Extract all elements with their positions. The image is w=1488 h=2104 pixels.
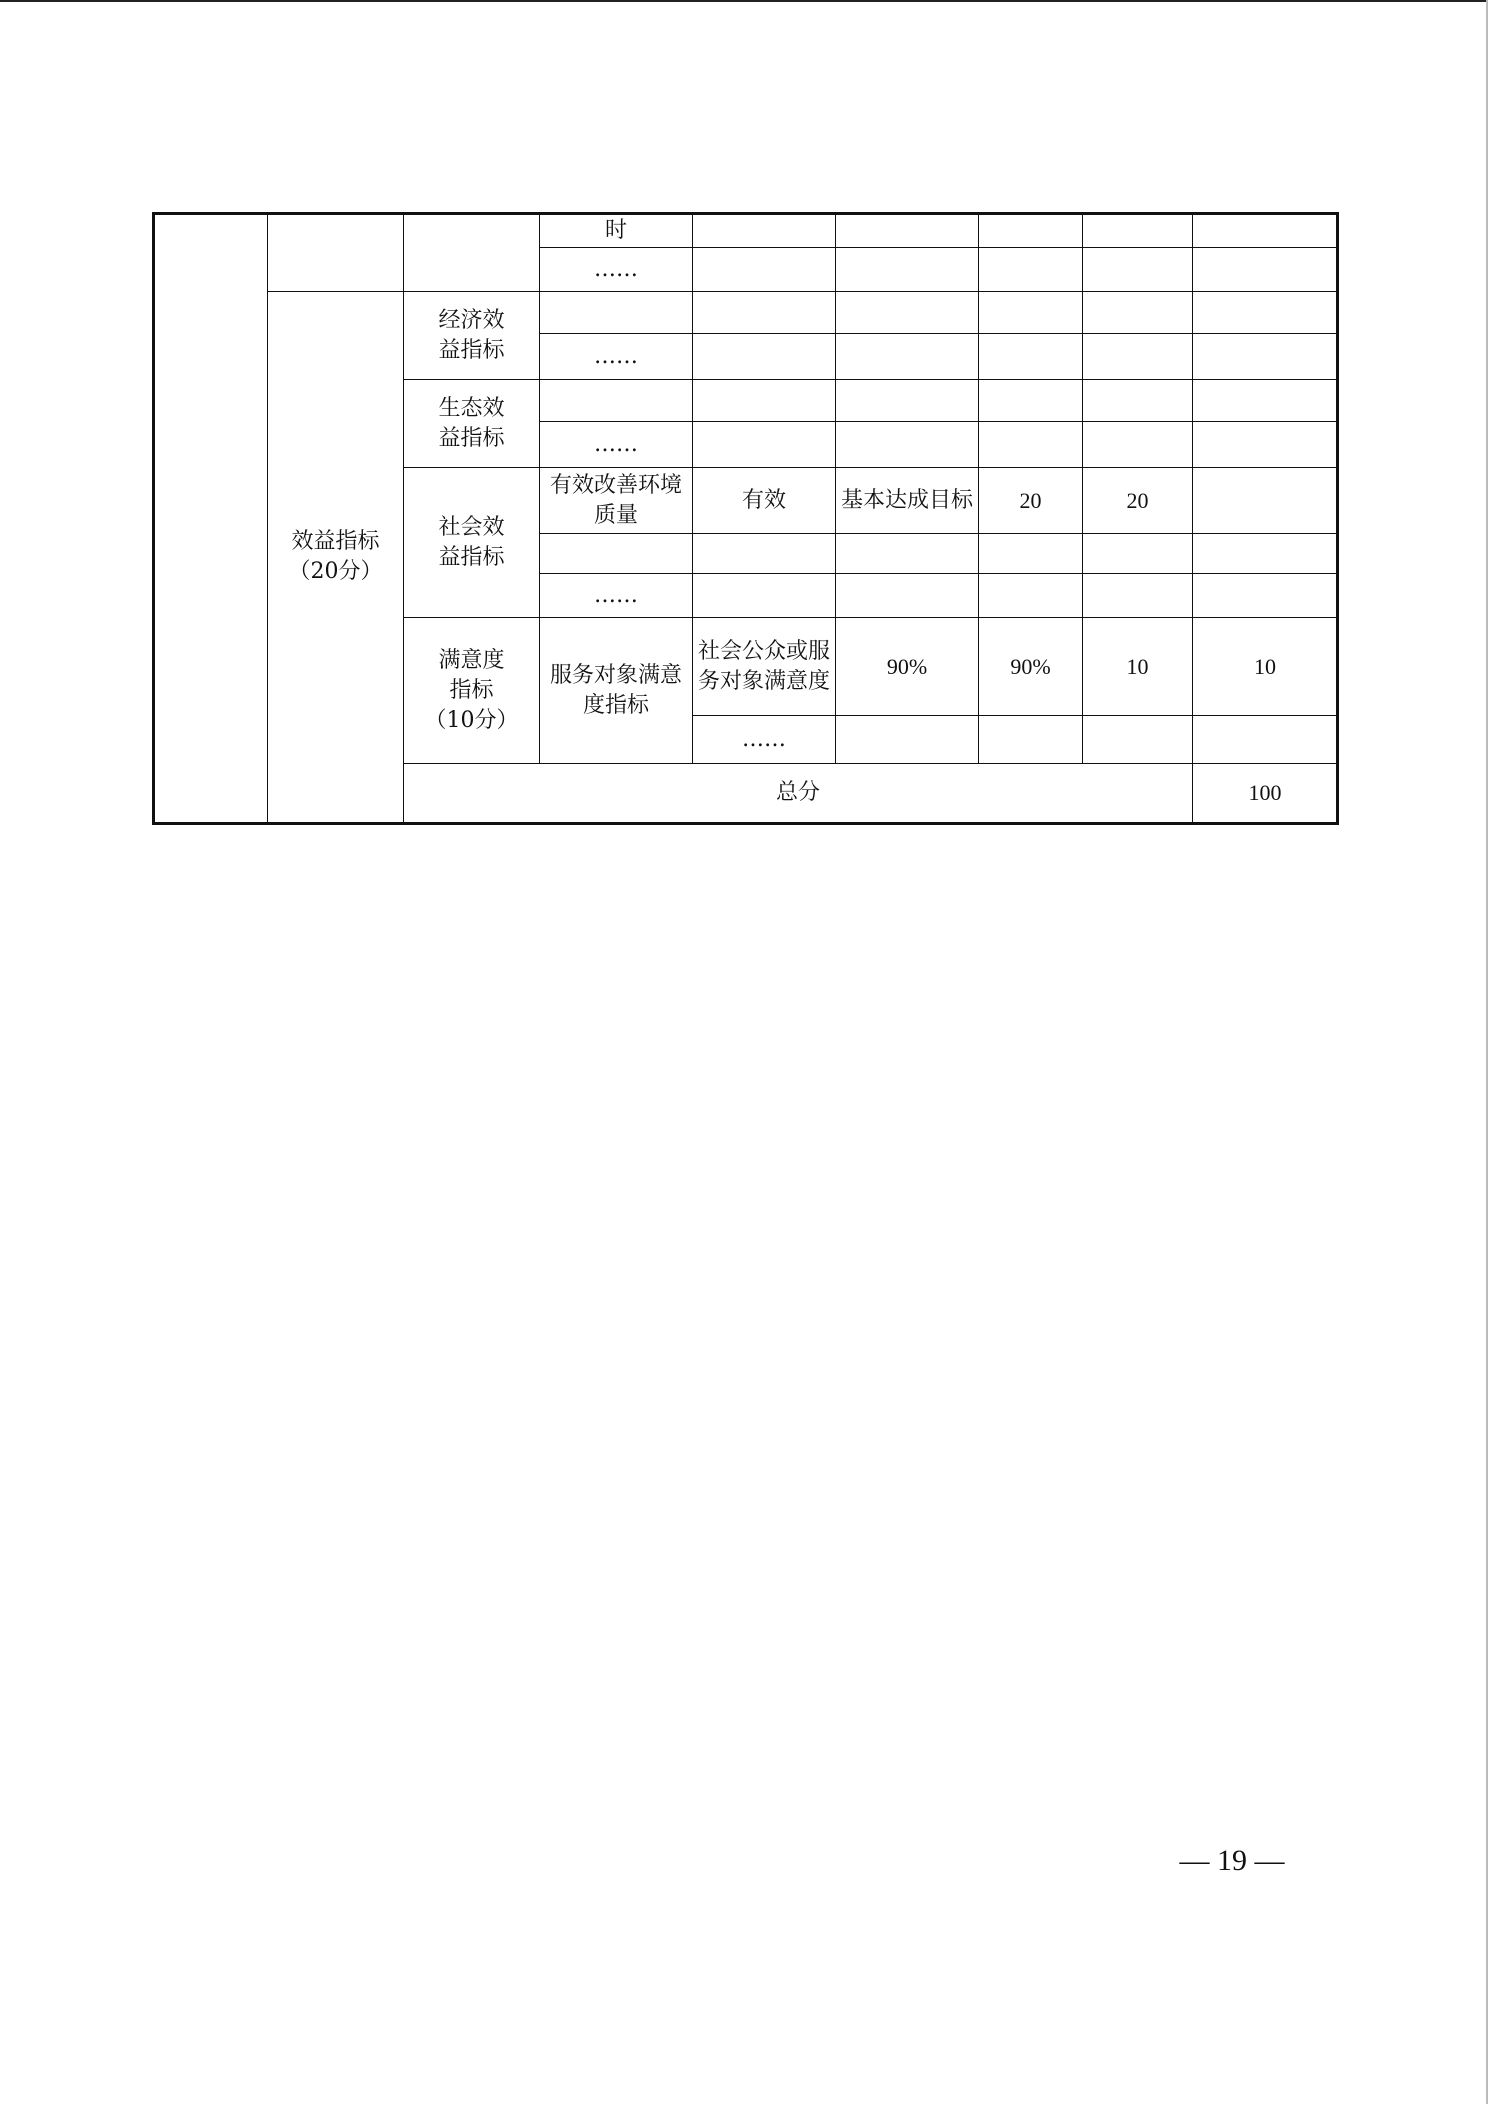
indicator-cell: ……: [540, 574, 693, 618]
indicator-cell: 社会公众或服务对象满意度: [693, 618, 836, 716]
indicator-cell: 有效改善环境质量: [540, 468, 693, 534]
weight-cell: 10: [1083, 618, 1193, 716]
ecological-benefit-label: 生态效益指标: [404, 380, 540, 468]
indicator-cell: [540, 534, 693, 574]
third-level-cell: [404, 214, 540, 292]
actual-value-cell: 90%: [979, 618, 1083, 716]
indicator-cell: [540, 292, 693, 334]
weight-cell: 20: [979, 468, 1083, 534]
benefit-indicator-label: 效益指标 （20分）: [268, 292, 404, 824]
indicator-cell: ……: [540, 248, 693, 292]
page-number: — 19 —: [1179, 1844, 1285, 1877]
indicator-cell: ……: [540, 422, 693, 468]
total-weight: 100: [1193, 764, 1338, 824]
social-benefit-label: 社会效益指标: [404, 468, 540, 618]
satisfaction-indicator-label: 满意度指标 （10分）: [404, 618, 540, 764]
table-row: [154, 214, 1338, 248]
indicator-cell: ……: [693, 716, 836, 764]
satisfaction-secondary-label: 服务对象满意度指标: [540, 618, 693, 764]
second-level-cell: [268, 214, 404, 292]
actual-value-cell: 基本达成目标: [836, 468, 979, 534]
score-cell: 10: [1193, 618, 1338, 716]
indicator-cell: ……: [540, 334, 693, 380]
indicator-cell: 时: [540, 214, 693, 248]
target-value-cell: 有效: [693, 468, 836, 534]
table-row: [154, 292, 1338, 334]
remark-cell: [1193, 468, 1338, 534]
top-border: [0, 0, 1488, 2]
target-value-cell: 90%: [836, 618, 979, 716]
first-level-cell: [154, 214, 268, 824]
score-cell: 20: [1083, 468, 1193, 534]
indicator-cell: [540, 380, 693, 422]
economic-benefit-label: 经济效益指标: [404, 292, 540, 380]
total-label: 总分: [404, 764, 1193, 824]
performance-evaluation-table: [152, 212, 1339, 825]
